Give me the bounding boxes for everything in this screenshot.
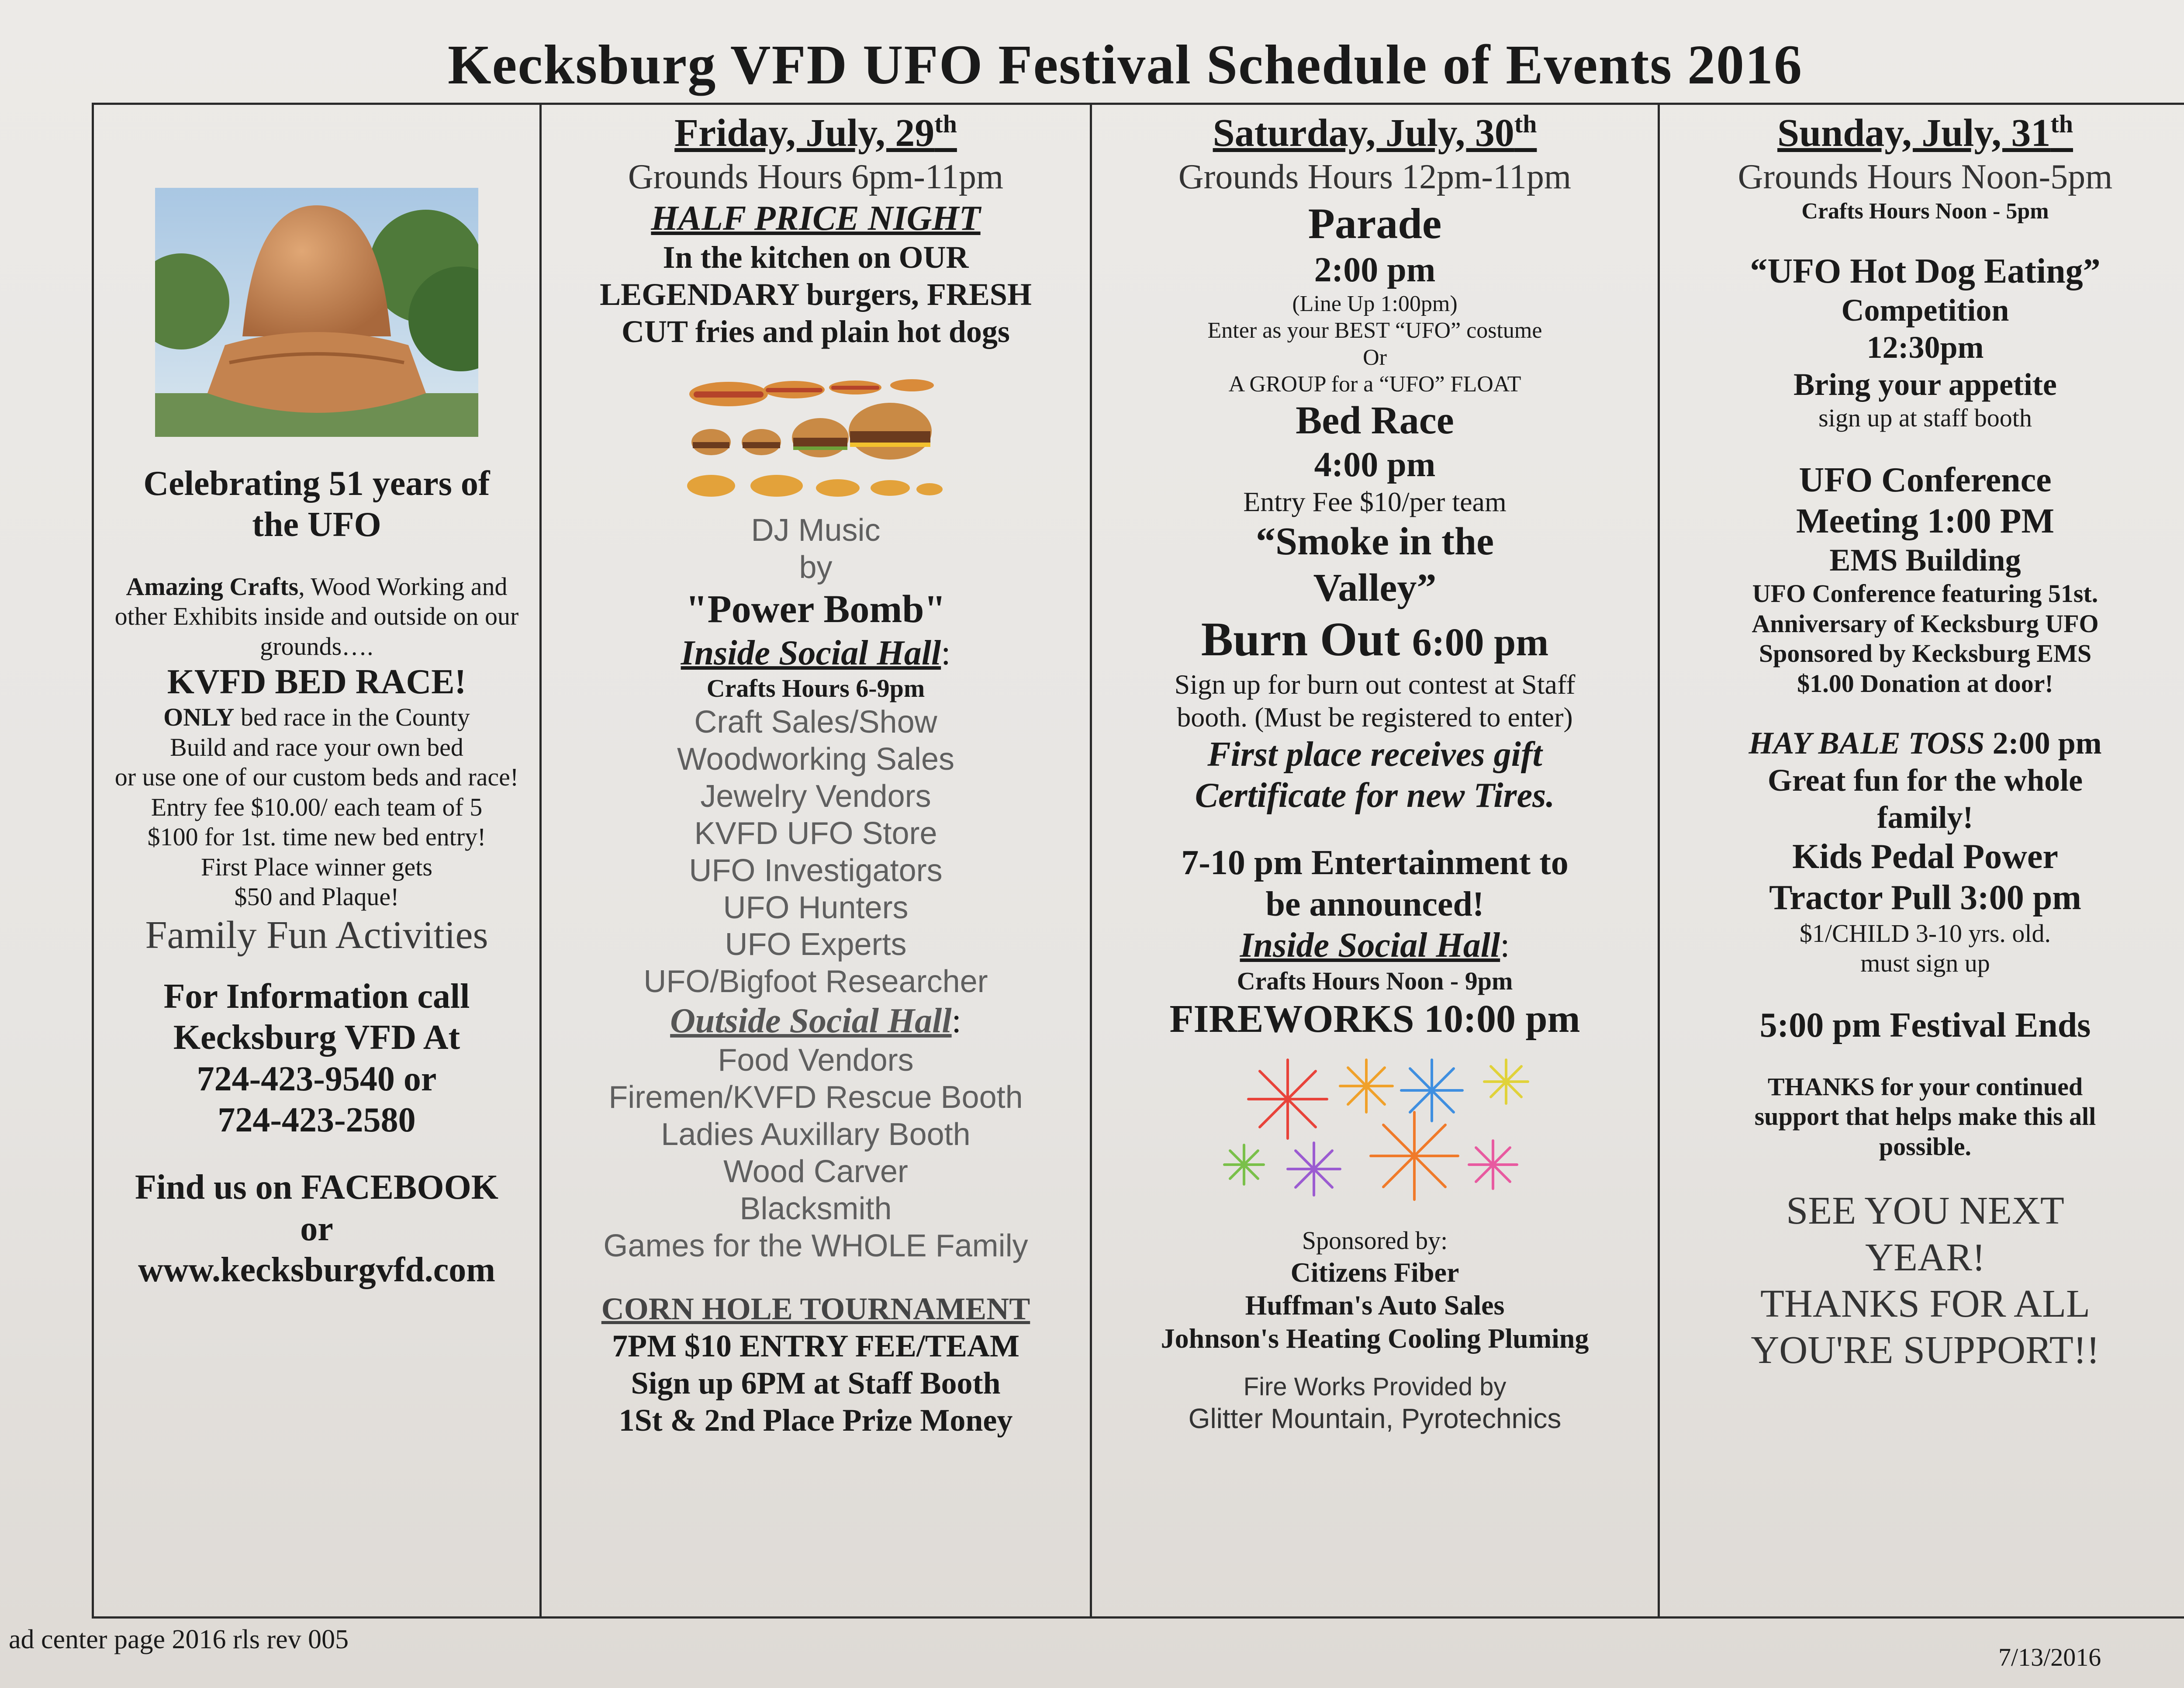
parade-detail: A GROUP for a “UFO” FLOAT [1228,372,1521,397]
corn-hole-line: 7PM $10 ENTRY FEE/TEAM [612,1328,1019,1364]
outside-item: Firemen/KVFD Rescue Booth [608,1079,1023,1115]
friday-inside-heading [681,633,951,674]
conference-line: EMS Building [1829,543,2021,578]
sunday-hours: Grounds Hours Noon-5pm [1738,158,2113,197]
friday-inside-label: Inside Social Hall [681,633,941,672]
friday-outside-label: Outside Social Hall [670,1002,952,1041]
saturday-date [1213,109,1537,156]
bed-race-line: First Place winner gets [201,852,432,881]
inside-item: Woodworking Sales [677,741,954,777]
inside-item: KVFD UFO Store [694,816,937,851]
outside-item: Wood Carver [723,1154,908,1189]
first-place-line: First place receives gift [1207,735,1542,774]
fireworks-image [1209,1051,1541,1208]
outside-item: Games for the WHOLE Family [603,1228,1028,1263]
footer-revision: ad center page 2016 rls rev 005 [9,1625,349,1654]
crafts-text [107,572,526,661]
festival-ends: 5:00 pm Festival Ends [1759,1006,2091,1045]
friday-date [674,109,957,156]
smoke-line: “Smoke in the [1255,519,1494,563]
half-price-night: HALF PRICE NIGHT [651,199,981,238]
burn-out-label: Burn Out [1201,612,1412,666]
hay-line: family! [1877,800,1973,835]
entry-fee: Entry Fee $10/per team [1243,486,1507,517]
burn-out-time: 6:00 pm [1412,620,1549,664]
kitchen-line: LEGENDARY burgers, FRESH [600,277,1032,312]
bed-race-line: $50 and Plaque! [234,882,399,911]
see-you-line: SEE YOU NEXT [1786,1189,2064,1233]
sunday-date-text: Sunday, July, 31 [1777,111,2051,155]
celebrating-text: Celebrating 51 years of the UFO [143,464,490,544]
hotdog-line: Competition [1841,293,2009,328]
inside-item: UFO Hunters [723,890,909,925]
corn-hole-title: CORN HOLE TOURNAMENT [601,1291,1030,1327]
sunday-crafts-hours: Crafts Hours Noon - 5pm [1801,198,2049,224]
pedal-line: Tractor Pull 3:00 pm [1769,879,2081,917]
info-line: Kecksburg VFD At [173,1018,460,1057]
bed-race-line: or use one of our custom beds and race! [114,763,519,792]
info-column [94,105,542,1616]
parade-time: 2:00 pm [1314,250,1436,289]
sponsored-by-label: Sponsored by: [1302,1226,1448,1255]
friday-hours: Grounds Hours 6pm-11pm [628,158,1004,197]
inside-item: UFO Investigators [689,853,943,888]
see-you-line: THANKS FOR ALL [1760,1282,2091,1325]
bed-race-line: $100 for 1st. time new bed entry! [147,823,486,851]
signup-line: Sign up for burn out contest at Staff [1174,668,1576,700]
entertainment-line: be announced! [1265,885,1484,924]
conference-detail: Anniversary of Kecksburg UFO [1752,609,2099,638]
hotdog-line: Bring your appetite [1794,367,2057,402]
outside-item: Blacksmith [740,1191,892,1226]
saturday-date-sup: th [1514,110,1537,138]
only-rest: bed race in the County [234,703,470,732]
thanks-line: support that helps make this all [1754,1102,2096,1131]
schedule-grid [92,103,2184,1619]
sunday-date [1777,109,2073,156]
inside-item: Jewelry Vendors [700,778,931,814]
friday-outside-heading [670,1000,961,1041]
outside-item: Food Vendors [718,1042,914,1078]
corn-hole-line: Sign up 6PM at Staff Booth [631,1366,1001,1401]
hay-bale-time: 2:00 pm [1984,726,2102,761]
see-you-line: YEAR! [1865,1235,1985,1279]
info-line: For Information call [163,977,470,1016]
hay-bale-label: HAY BALE TOSS [1749,726,1985,761]
sponsor-name: Johnson's Heating Cooling Pluming [1161,1322,1589,1354]
smoke-line: Valley” [1313,566,1437,609]
bed-race-heading: Bed Race [1296,399,1454,443]
friday-outside-colon: : [951,1002,961,1041]
corn-hole-line: 1St & 2nd Place Prize Money [619,1403,1013,1438]
burn-out [1201,611,1548,668]
dj-line: DJ Music [751,512,881,548]
bed-race-line: Build and race your own bed [170,733,463,761]
kitchen-line: CUT fries and plain hot dogs [622,314,1010,349]
conference-line: Meeting 1:00 PM [1796,502,2054,541]
saturday-inside-label: Inside Social Hall [1240,926,1500,965]
signup-line: booth. (Must be registered to enter) [1177,702,1573,733]
conference-detail: Sponsored by Kecksburg EMS [1759,639,2092,668]
hotdog-line: “UFO Hot Dog Eating” [1750,252,2101,291]
saturday-crafts-hours: Crafts Hours Noon - 9pm [1237,966,1513,995]
hot-dogs-burgers-fries-image [685,377,947,503]
parade-detail: Or [1363,345,1387,370]
hay-bale-toss [1749,725,2101,762]
saturday-inside-heading [1240,925,1510,966]
conference-line: UFO Conference [1799,460,2052,499]
website-link[interactable]: www.kecksburgvfd.com [138,1251,495,1290]
bed-race-line: Entry fee $10.00/ each team of 5 [151,792,483,821]
pedal-line: Kids Pedal Power [1792,837,2058,876]
friday-crafts-hours: Crafts Hours 6-9pm [706,674,925,703]
sponsor-name: Citizens Fiber [1290,1256,1459,1288]
parade-detail: (Line Up 1:00pm) [1292,291,1458,316]
bed-race-time: 4:00 pm [1314,445,1436,484]
amazing-crafts-rest: , Wood Working and other Exhibits inside and outside on our grounds…. [114,572,519,661]
child-line: $1/CHILD 3-10 yrs. old. [1799,919,2051,948]
facebook-line: Find us on FACEBOOK [135,1168,499,1207]
conference-detail: $1.00 Donation at door! [1797,669,2053,698]
saturday-date-text: Saturday, July, 30 [1213,111,1514,155]
outside-item: Ladies Auxillary Booth [661,1117,971,1152]
sunday-column [1660,105,2184,1616]
friday-inside-colon: : [941,633,951,672]
inside-item: Craft Sales/Show [694,704,937,740]
provided-line: Fire Works Provided by [1243,1373,1507,1401]
page-title: Kecksburg VFD UFO Festival Schedule of Events 2016 [447,34,1803,96]
fireworks-heading: FIREWORKS 10:00 pm [1169,997,1580,1041]
family-fun-text: Family Fun Activities [145,913,488,957]
kitchen-line: In the kitchen on OUR [663,239,969,275]
footer-date: 7/13/2016 [1998,1643,2101,1671]
provided-line: Glitter Mountain, Pyrotechnics [1188,1402,1562,1434]
saturday-inside-colon: : [1500,926,1510,965]
inside-item: UFO Experts [725,927,907,962]
first-place-line: Certificate for new Tires. [1195,776,1555,815]
facebook-or: or [300,1209,333,1248]
sponsor-name: Huffman's Auto Sales [1245,1290,1505,1321]
parade-title: Parade [1308,199,1442,248]
friday-date-text: Friday, July, 29 [674,111,935,155]
conference-detail: UFO Conference featuring 51st. [1752,579,2098,608]
saturday-column [1092,105,1660,1616]
phone-1: 724-423-9540 or [197,1059,437,1098]
dj-line: by [799,550,833,585]
hay-line: Great fun for the whole [1767,763,2083,798]
only-line [163,702,470,732]
see-you-line: YOU'RE SUPPORT!! [1751,1328,2100,1372]
sunday-date-sup: th [2050,110,2073,138]
inside-item: UFO/Bigfoot Researcher [643,964,988,1000]
bed-race-title: KVFD BED RACE! [167,663,467,702]
band-name: "Power Bomb" [685,587,946,631]
amazing-crafts-bold: Amazing Crafts [126,572,299,601]
phone-2: 724-423-2580 [218,1100,416,1139]
entertainment-line: 7-10 pm Entertainment to [1181,844,1569,882]
thanks-line: possible. [1879,1132,1972,1161]
thanks-line: THANKS for your continued [1767,1072,2083,1101]
only-bold: ONLY [163,703,235,732]
ufo-monument-photo [155,188,478,437]
friday-column [542,105,1092,1616]
saturday-hours: Grounds Hours 12pm-11pm [1178,158,1572,197]
hotdog-signup: sign up at staff booth [1818,404,2032,432]
parade-detail: Enter as your BEST “UFO” costume [1207,318,1542,343]
hotdog-line: 12:30pm [1866,330,1984,365]
child-line: must sign up [1860,949,1990,978]
friday-date-sup: th [934,110,957,138]
